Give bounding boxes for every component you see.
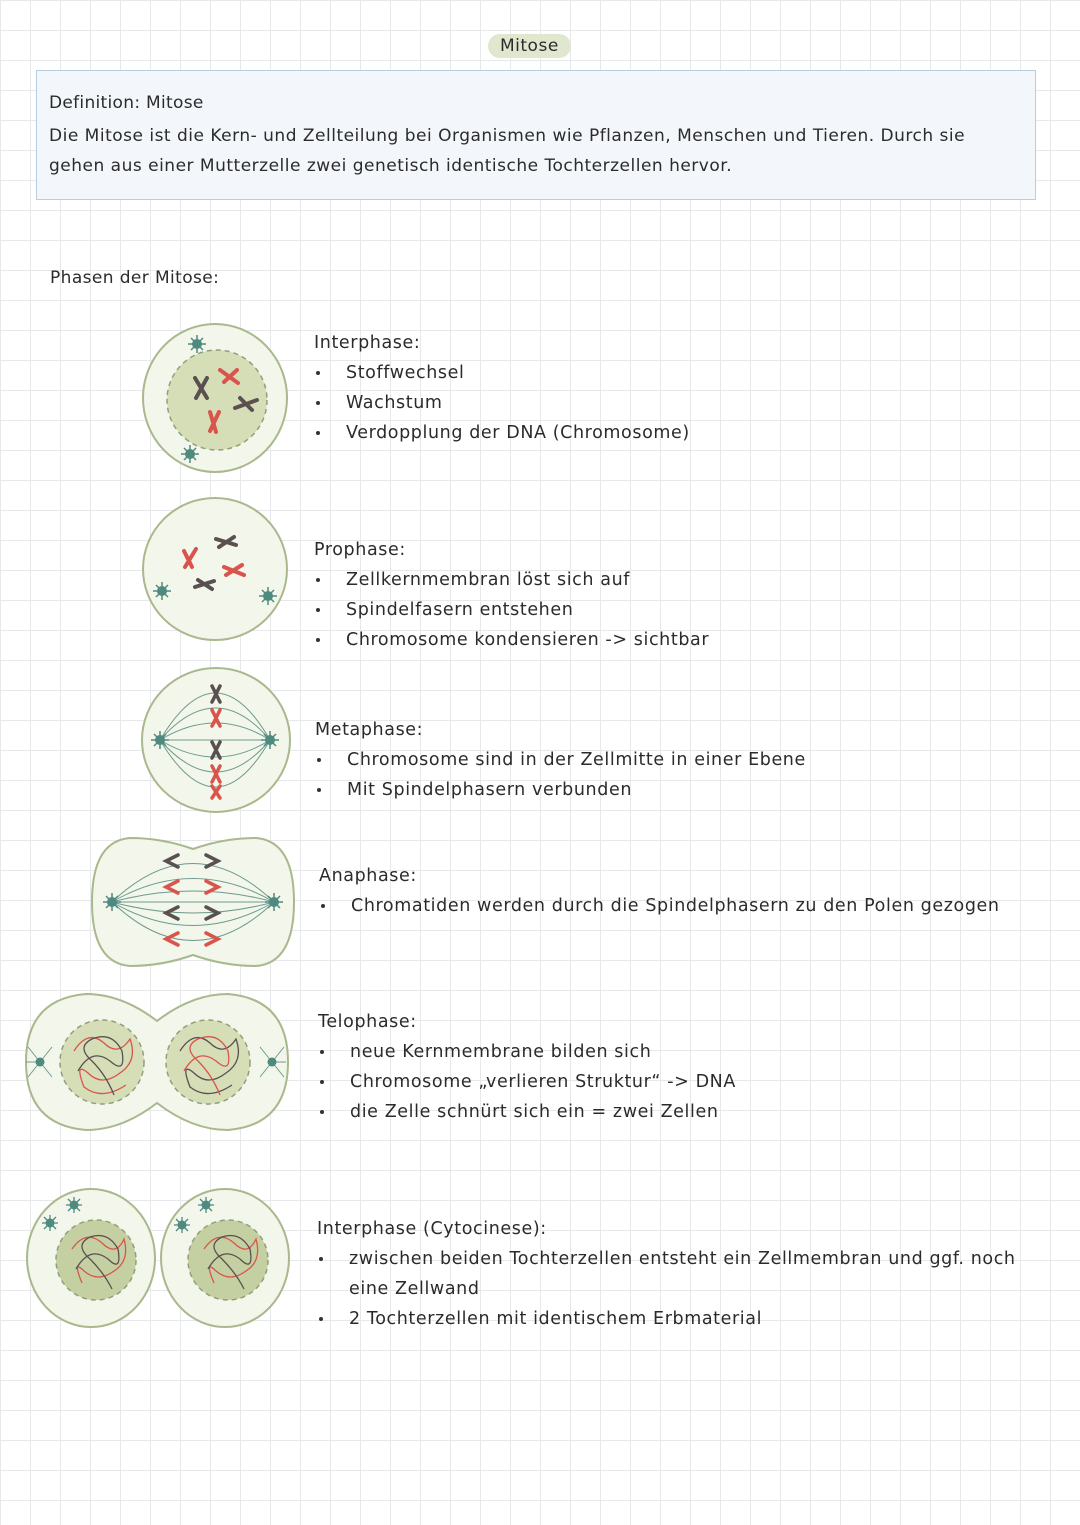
bullet-list	[314, 358, 690, 448]
centrosome-icon	[66, 1197, 82, 1213]
definition-box	[36, 70, 1036, 200]
cytokinesis-cell-illustration	[24, 1185, 296, 1331]
bullet-item: Chromosome sind in der Zellmitte in einer Ebene	[315, 745, 806, 775]
centrosome-icon	[36, 1058, 45, 1067]
bullet-item: Wachstum	[314, 388, 690, 418]
centrosome-icon	[42, 1215, 58, 1231]
bullet-item: Chromosome „verlieren Struktur“ -> DNA	[318, 1067, 736, 1097]
bullet-item: Stoffwechsel	[314, 358, 690, 388]
bullet-item: 2 Tochterzellen mit identischem Erbmaterial	[317, 1304, 1047, 1334]
anaphase-cell-illustration	[90, 835, 296, 969]
bullet-item: Verdopplung der DNA (Chromosome)	[314, 418, 690, 448]
bullet-item: neue Kernmembrane bilden sich	[318, 1037, 736, 1067]
bullet-item: zwischen beiden Tochterzellen entsteht ein Zellmembran und ggf. noch eine Zellwand	[317, 1244, 1047, 1304]
phase-prophase	[314, 535, 709, 655]
phase-interphase	[314, 328, 690, 448]
bullet-list	[317, 1244, 1047, 1334]
telophase-cell-illustration	[22, 991, 292, 1133]
phase-title: Prophase:	[314, 540, 406, 560]
phase-cytokinesis	[317, 1214, 1047, 1334]
bullet-list	[314, 565, 709, 655]
phases-heading: Phasen der Mitose:	[50, 268, 220, 288]
centrosome-icon	[198, 1197, 214, 1213]
definition-text: Die Mitose ist die Kern- und Zellteilung bei Organismen wie Pflanzen, Menschen und Tieren. Durch sie gehen aus einer Mutterzelle zwei genetisch identische Tochterzellen hervor.	[49, 126, 966, 176]
centrosome-icon	[174, 1217, 190, 1233]
phase-title: Metaphase:	[315, 720, 424, 740]
bullet-item: Zellkernmembran löst sich auf	[314, 565, 709, 595]
bullet-list	[319, 891, 1000, 921]
page-title: Mitose	[488, 34, 571, 58]
bullet-item: Chromatiden werden durch die Spindelphasern zu den Polen gezogen	[319, 891, 1000, 921]
phase-title: Anaphase:	[319, 866, 417, 886]
bullet-item: Spindelfasern entstehen	[314, 595, 709, 625]
phase-metaphase	[315, 715, 806, 805]
metaphase-cell-illustration	[140, 666, 292, 816]
phase-title: Interphase:	[314, 333, 421, 353]
interphase-cell-illustration	[140, 320, 290, 480]
phase-title: Telophase:	[318, 1012, 417, 1032]
phase-telophase	[318, 1007, 736, 1127]
phase-anaphase	[319, 861, 1000, 921]
prophase-cell-illustration	[140, 497, 290, 647]
bullet-item: Mit Spindelphasern verbunden	[315, 775, 806, 805]
bullet-item: die Zelle schnürt sich ein = zwei Zellen	[318, 1097, 736, 1127]
phase-title: Interphase (Cytocinese):	[317, 1219, 547, 1239]
bullet-list	[318, 1037, 736, 1127]
bullet-item: Chromosome kondensieren -> sichtbar	[314, 625, 709, 655]
definition-heading: Definition: Mitose	[49, 93, 204, 113]
bullet-list	[315, 745, 806, 805]
centrosome-icon	[268, 1058, 277, 1067]
